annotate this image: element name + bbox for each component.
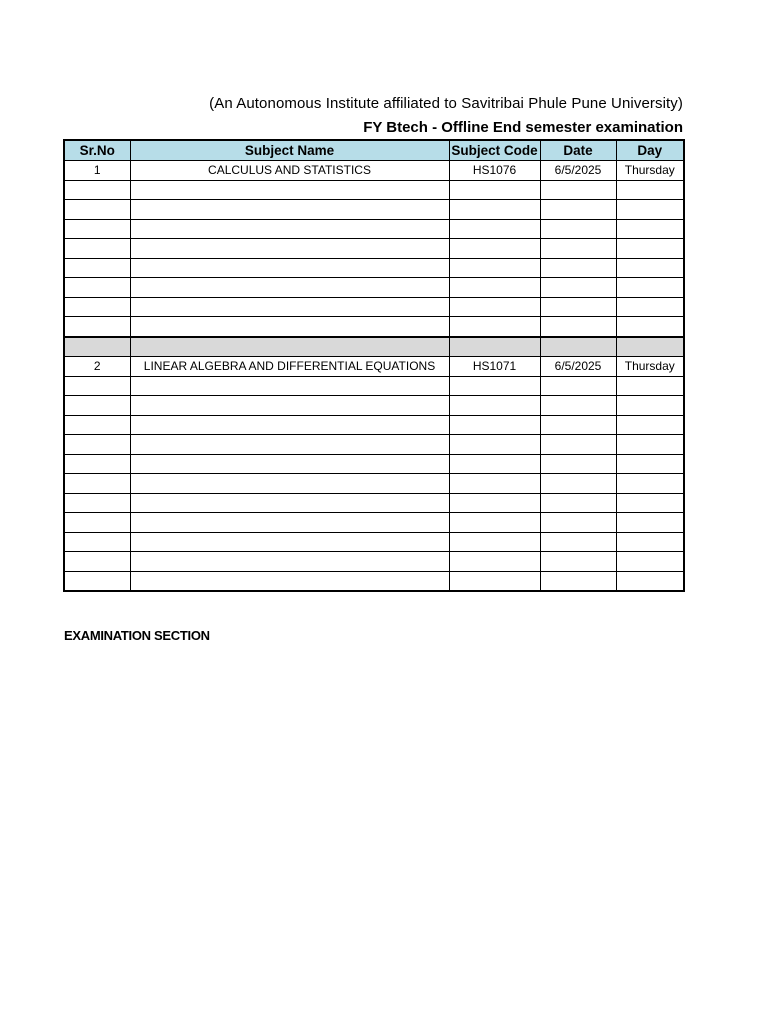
institute-subtitle: (An Autonomous Institute affiliated to Savitribai Phule Pune University) bbox=[209, 95, 683, 112]
empty-row bbox=[64, 532, 684, 552]
empty-row bbox=[64, 571, 684, 591]
table-row bbox=[64, 357, 684, 377]
separator-row bbox=[64, 337, 684, 357]
column-header-sr-no: Sr.No bbox=[64, 140, 130, 161]
column-header-day: Day bbox=[616, 140, 684, 161]
empty-row bbox=[64, 513, 684, 533]
column-header-date: Date bbox=[540, 140, 616, 161]
empty-row bbox=[64, 493, 684, 513]
empty-row bbox=[64, 297, 684, 317]
empty-row bbox=[64, 200, 684, 220]
cell-sr-no: 2 bbox=[64, 357, 130, 377]
column-header-subject-name: Subject Name bbox=[130, 140, 449, 161]
empty-row bbox=[64, 415, 684, 435]
cell-sr-no: 1 bbox=[64, 161, 130, 181]
table-row bbox=[64, 161, 684, 181]
empty-row bbox=[64, 180, 684, 200]
table-header-row bbox=[64, 140, 684, 161]
cell-date: 6/5/2025 bbox=[540, 161, 616, 181]
empty-row bbox=[64, 239, 684, 259]
empty-row bbox=[64, 219, 684, 239]
examination-section-label: EXAMINATION SECTION bbox=[64, 628, 210, 643]
column-header-subject-code: Subject Code bbox=[449, 140, 540, 161]
empty-row bbox=[64, 278, 684, 298]
cell-date: 6/5/2025 bbox=[540, 357, 616, 377]
empty-row bbox=[64, 552, 684, 572]
empty-row bbox=[64, 376, 684, 396]
empty-row bbox=[64, 258, 684, 278]
empty-row bbox=[64, 474, 684, 494]
cell-day: Thursday bbox=[616, 161, 684, 181]
exam-timetable bbox=[63, 139, 685, 592]
empty-row bbox=[64, 435, 684, 455]
empty-row bbox=[64, 396, 684, 416]
cell-subject-name: CALCULUS AND STATISTICS bbox=[130, 161, 449, 181]
cell-day: Thursday bbox=[616, 357, 684, 377]
exam-title: FY Btech - Offline End semester examination bbox=[363, 119, 683, 136]
empty-row bbox=[64, 454, 684, 474]
cell-subject-code: HS1071 bbox=[449, 357, 540, 377]
cell-subject-name: LINEAR ALGEBRA AND DIFFERENTIAL EQUATIONS bbox=[130, 357, 449, 377]
empty-row bbox=[64, 317, 684, 337]
cell-subject-code: HS1076 bbox=[449, 161, 540, 181]
